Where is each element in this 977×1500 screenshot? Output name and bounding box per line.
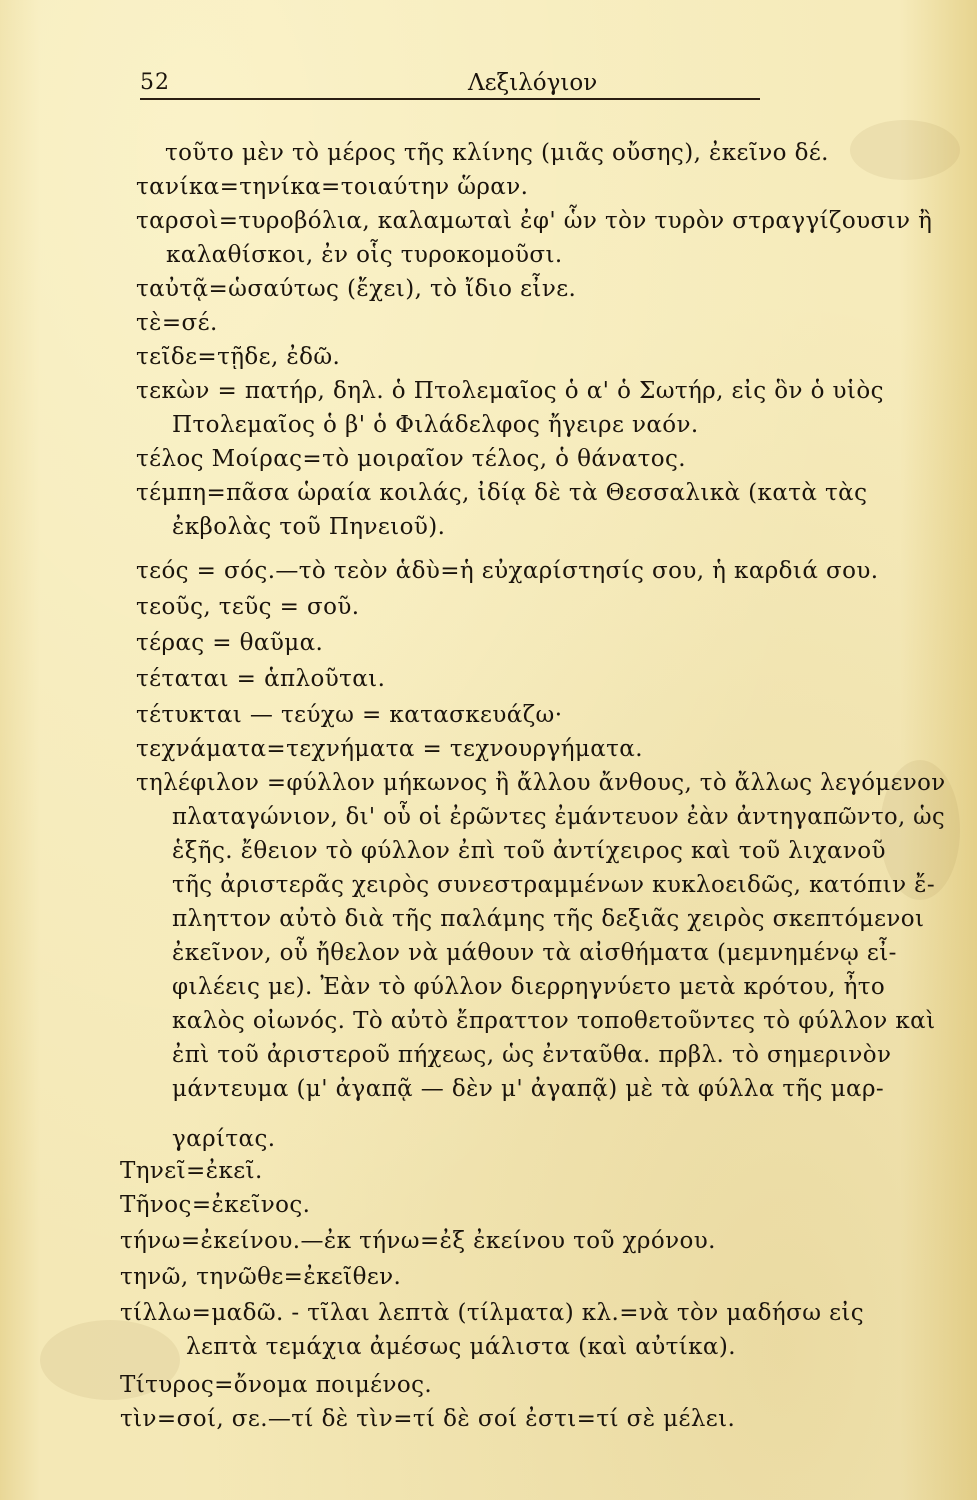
entry-line: πλαταγώνιον, δι' οὗ οἱ ἐρῶντες ἐμάντευον ἐὰν ἀντηγαπῶντο, ὡς: [172, 804, 946, 830]
entry-line: τίλλω=μαδῶ. - τῖλαι λεπτὰ (τίλματα) κλ.=νὰ τὸν μαδήσω εἰς: [120, 1300, 865, 1326]
entry-line: τέλος Μοίρας=τὸ μοιραῖον τέλος, ὁ θάνατος.: [136, 446, 686, 472]
entry-line: τεοῦς, τεῦς = σοῦ.: [136, 594, 360, 620]
entry-line: τέρας = θαῦμα.: [136, 630, 324, 656]
running-head: Λεξιλόγιον: [468, 70, 598, 96]
entry-line: μάντευμα (μ' ἀγαπᾷ — δὲν μ' ἀγαπᾷ) μὲ τὰ φύλλα τῆς μαρ-: [172, 1076, 885, 1102]
entry-line: τηλέφιλον =φύλλον μήκωνος ἢ ἄλλου ἄνθους, τὸ ἄλλως λεγόμενον: [136, 770, 946, 796]
entry-line: τέτυκται — τεύχω = κατασκευάζω·: [136, 702, 563, 728]
entry-line: τοῦτο μὲν τὸ μέρος τῆς κλίνης (μιᾶς οὔσης), ἐκεῖνο δέ.: [165, 140, 829, 166]
entry-line: τὶν=σοί, σε.—τί δὲ τὶν=τί δὲ σοί ἐστι=τί σὲ μέλει.: [120, 1406, 736, 1432]
entry-line: Πτολεμαῖος ὁ β' ὁ Φιλάδελφος ἤγειρε ναόν.: [172, 412, 699, 438]
entry-line: ἑξῆς. ἔθειον τὸ φύλλον ἐπὶ τοῦ ἀντίχειρος καὶ τοῦ λιχανοῦ: [172, 838, 886, 864]
entry-line: ταὐτᾷ=ὡσαύτως (ἔχει), τὸ ἴδιο εἶνε.: [136, 276, 577, 302]
entry-line: ἐκεῖνον, οὗ ἤθελον νὰ μάθουν τὰ αἰσθήματα (μεμνημένῳ εἶ-: [172, 940, 897, 966]
entry-line: τεχνάματα=τεχνήματα = τεχνουργήματα.: [136, 736, 643, 762]
entry-line: τεῖδε=τῇδε, ἐδῶ.: [136, 344, 341, 370]
entry-line: ἐπὶ τοῦ ἀριστεροῦ πήχεως, ὡς ἐνταῦθα. πρβλ. τὸ σημερινὸν: [172, 1042, 892, 1068]
entry-line: καλαθίσκοι, ἐν οἷς τυροκομοῦσι.: [166, 242, 563, 268]
entry-line: τῆς ἀριστερᾶς χειρὸς συνεστραμμένων κυκλοειδῶς, κατόπιν ἔ-: [172, 872, 936, 898]
entry-line: τανίκα=τηνίκα=τοιαύτην ὥραν.: [136, 174, 529, 200]
entry-line: Τίτυρος=ὄνομα ποιμένος.: [120, 1372, 433, 1398]
entry-line: τεός = σός.—τὸ τεὸν ἁδὺ=ἡ εὐχαρίστησίς σου, ἡ καρδιά σου.: [136, 558, 879, 584]
entry-line: τεκὼν = πατήρ, δηλ. ὁ Πτολεμαῖος ὁ α' ὁ Σωτήρ, εἰς ὃν ὁ υἱὸς: [136, 378, 884, 404]
entry-line: τήνω=ἐκείνου.—ἐκ τήνω=ἐξ ἐκείνου τοῦ χρόνου.: [120, 1228, 716, 1254]
entry-line: φιλέεις με). Ἐὰν τὸ φύλλον διερρηγνύετο μετὰ κρότου, ἦτο: [172, 974, 886, 1000]
entry-line: γαρίτας.: [172, 1126, 276, 1152]
entry-line: ἐκβολὰς τοῦ Πηνειοῦ).: [172, 514, 446, 540]
entry-line: τέταται = ἁπλοῦται.: [136, 666, 386, 692]
entry-line: λεπτὰ τεμάχια ἀμέσως μάλιστα (καὶ αὐτίκα).: [186, 1334, 736, 1360]
entry-line: πληττον αὐτὸ διὰ τῆς παλάμης τῆς δεξιᾶς χειρὸς σκεπτόμενοι: [172, 906, 925, 932]
entry-line: Τηνεῖ=ἐκεῖ.: [120, 1158, 263, 1184]
entry-line: Τῆνος=ἐκεῖνος.: [120, 1192, 311, 1218]
entry-line: καλὸς οἰωνός. Τὸ αὐτὸ ἔπραττον τοποθετοῦντες τὸ φύλλον καὶ: [172, 1008, 936, 1034]
entry-line: τηνῶ, τηνῶθε=ἐκεῖθεν.: [120, 1264, 402, 1290]
page-number: 52: [140, 70, 170, 95]
entry-line: τέμπη=πᾶσα ὡραία κοιλάς, ἰδίᾳ δὲ τὰ Θεσσαλικὰ (κατὰ τὰς: [136, 480, 868, 506]
entry-line: ταρσοὶ=τυροβόλια, καλαμωταὶ ἐφ' ὧν τὸν τυρὸν στραγγίζουσιν ἢ: [136, 208, 933, 234]
entry-line: τὲ=σέ.: [136, 310, 218, 336]
